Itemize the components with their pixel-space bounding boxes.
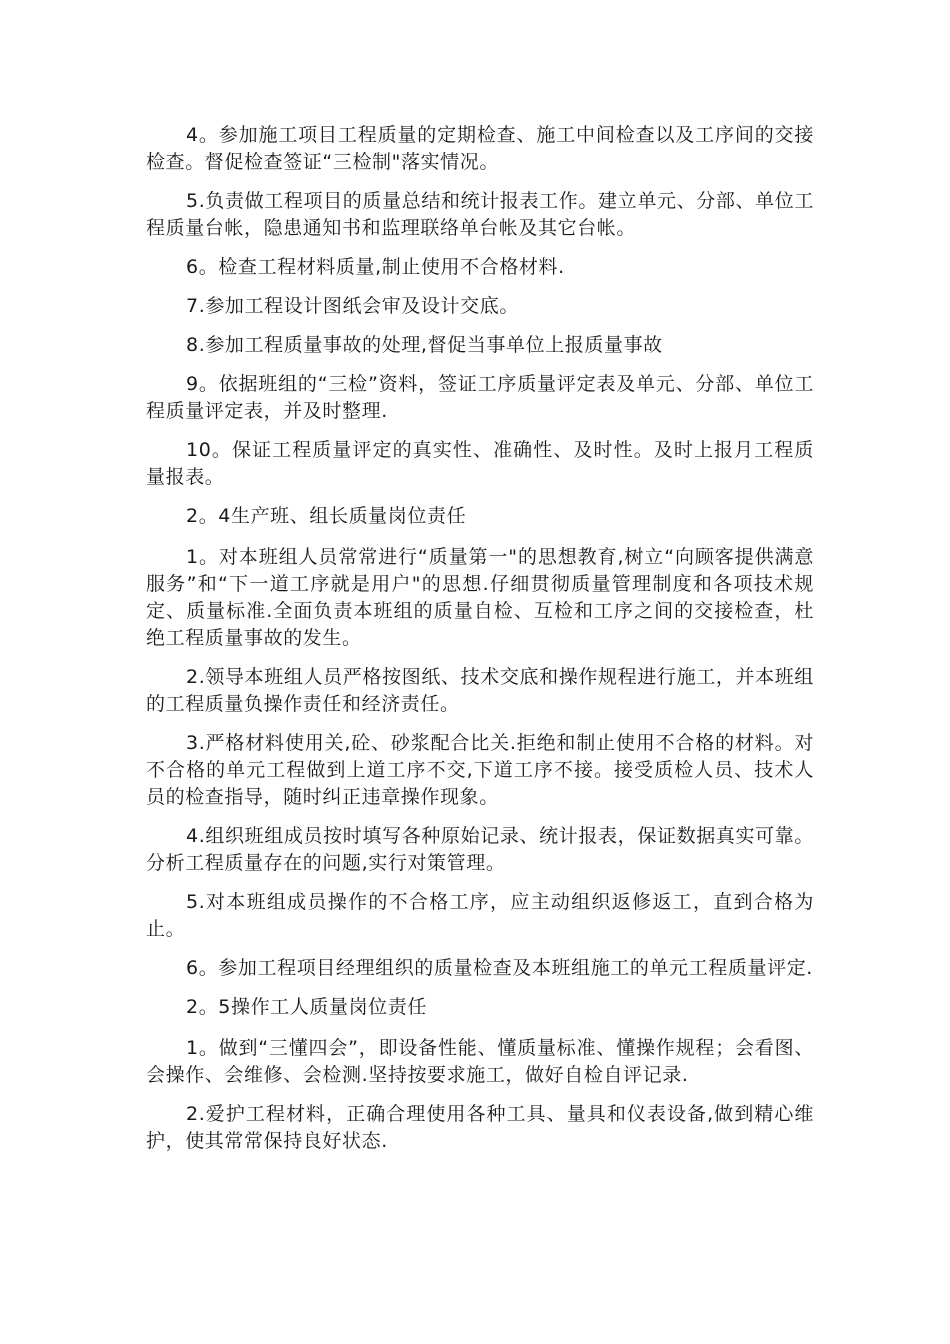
paragraph-team-lead-construction: 2.领导本班组人员严格按图纸、技术交底和操作规程进行施工，并本班组的工程质量负操作责任和经济责任。 (146, 666, 814, 715)
paragraph-material-control: 3.严格材料使用关,砼、砂浆配合比关.拒绝和制止使用不合格的材料。对不合格的单元工程做到上道工序不交,下道工序不接。接受质检人员、技术人员的检查指导，随时纠正违章操作现象。 (146, 732, 814, 808)
document-body (146, 122, 814, 1167)
section-heading-workers: 2。5操作工人质量岗位责任 (186, 996, 427, 1018)
paragraph-team-education: 1。对本班组人员常常进行“质量第一"的思想教育,树立“向顾客提供满意服务”和“下一道工序就是用户"的思想.仔细贯彻质量管理制度和各项技术规定、质量标准.全面负责本班组的质量自检、互检和工序之间的交接检查，杜绝工程质量事故的发生。 (146, 546, 814, 649)
paragraph-material-check: 6。检查工程材料质量,制止使用不合格材料. (186, 256, 565, 278)
paragraph-evaluation-sign: 9。依据班组的“三检”资料，签证工序质量评定表及单元、分部、单位工程质量评定表，并及时整理. (146, 373, 814, 422)
paragraph-quality-evaluation: 6。参加工程项目经理组织的质量检查及本班组施工的单元工程质量评定. (186, 957, 813, 979)
section-heading-team-leader: 2。4生产班、组长质量岗位责任 (186, 505, 467, 527)
paragraph-inspection-participation: 4。参加施工项目工程质量的定期检查、施工中间检查以及工序间的交接检查。督促检查签证“三检制"落实情况。 (146, 124, 814, 173)
paragraph-three-understand-four-can: 1。做到“三懂四会”，即设备性能、懂质量标准、懂操作规程；会看图、会操作、会维修、会检测.坚持按要求施工，做好自检自评记录. (146, 1037, 814, 1086)
paragraph-care-materials: 2.爱护工程材料，正确合理使用各种工具、量具和仪表设备,做到精心维护，使其常常保持良好状态. (146, 1103, 814, 1152)
paragraph-design-review: 7.参加工程设计图纸会审及设计交底。 (186, 295, 519, 317)
paragraph-records: 4.组织班组成员按时填写各种原始记录、统计报表，保证数据真实可靠。分析工程质量存在的问题,实行对策管理。 (146, 825, 814, 874)
paragraph-quality-summary: 5.负责做工程项目的质量总结和统计报表工作。建立单元、分部、单位工程质量台帐，隐患通知书和监理联络单台帐及其它台帐。 (146, 190, 814, 239)
paragraph-evaluation-accuracy: 10。保证工程质量评定的真实性、准确性、及时性。及时上报月工程质量报表。 (146, 439, 814, 488)
paragraph-rework: 5.对本班组成员操作的不合格工序，应主动组织返修返工，直到合格为止。 (146, 891, 814, 940)
paragraph-accident-handling: 8.参加工程质量事故的处理,督促当事单位上报质量事故 (186, 334, 663, 356)
